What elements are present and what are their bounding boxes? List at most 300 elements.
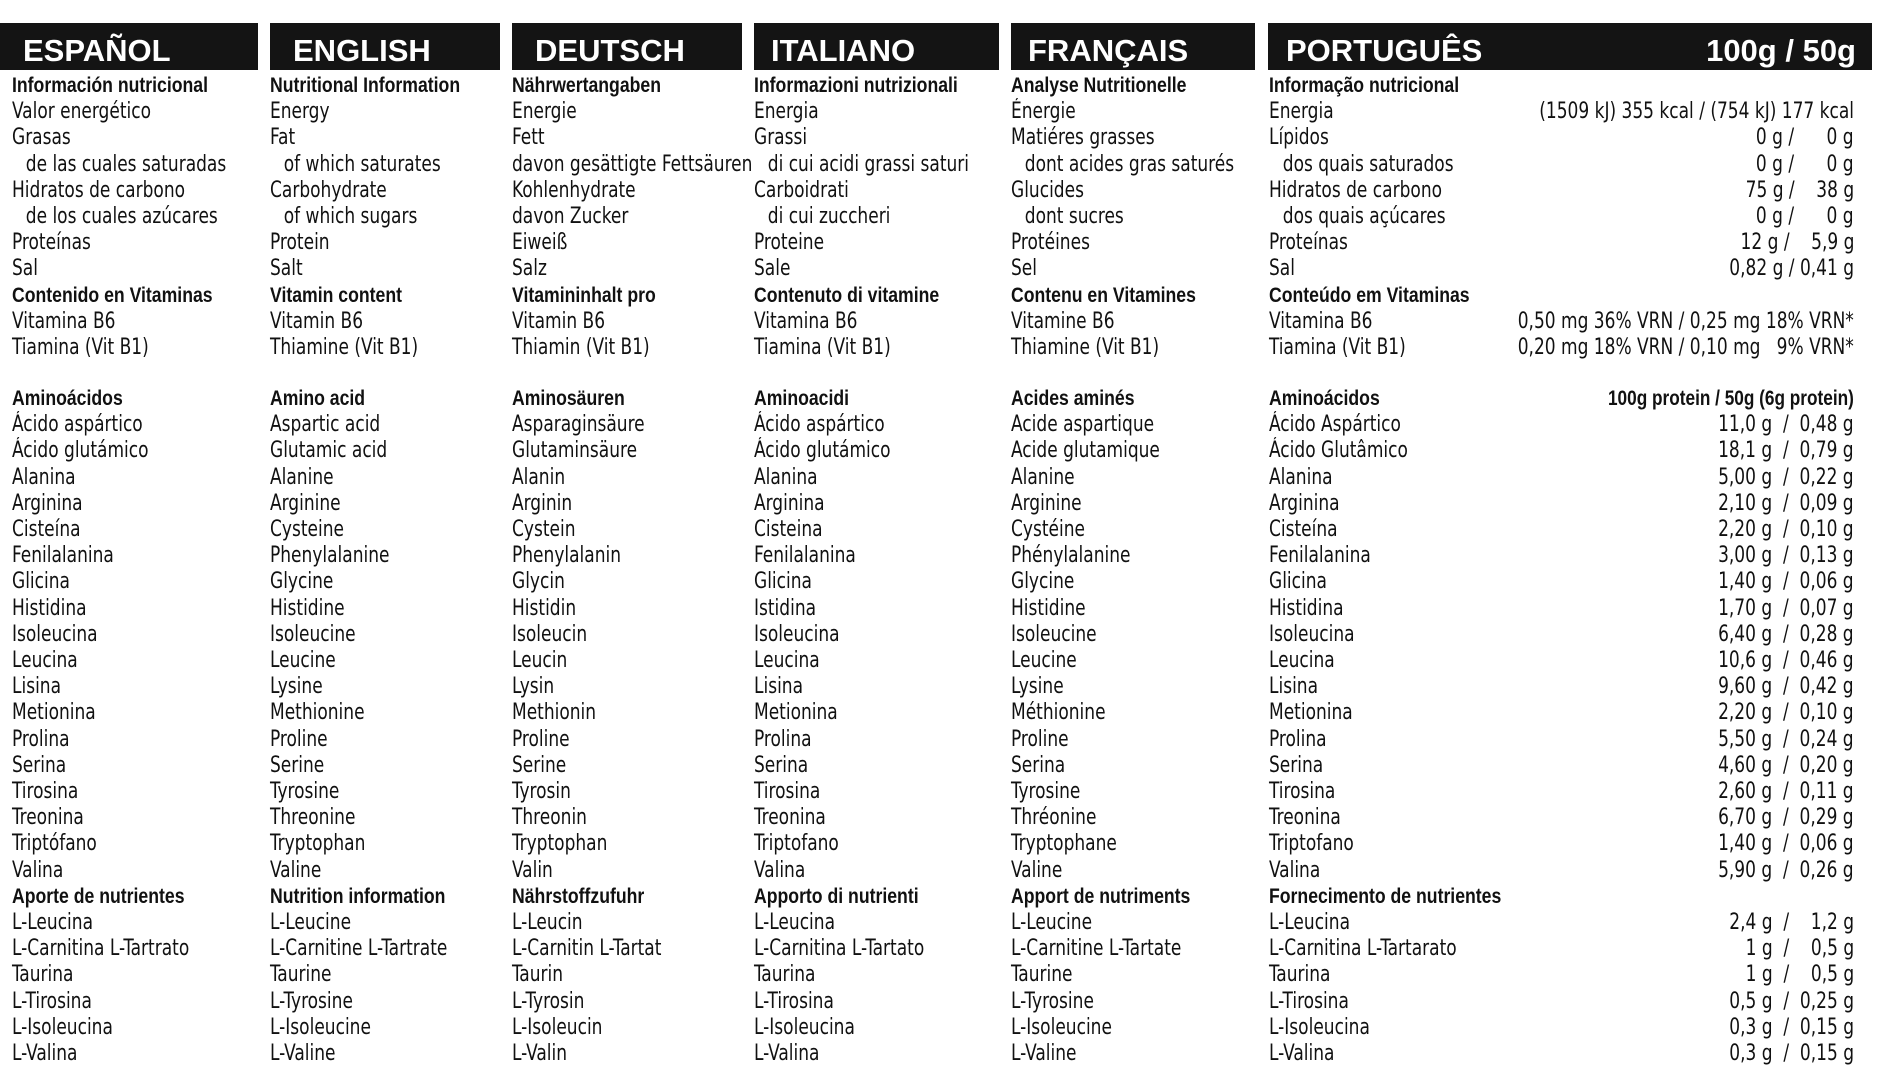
row-de-lysin [512, 674, 742, 700]
row-de-histidin [512, 596, 742, 622]
row-label: L-Isoleucina [754, 1014, 855, 1040]
column-header-es: ESPAÑOL [0, 23, 258, 70]
row-label: Fenilalanina [754, 543, 856, 569]
column-it [754, 23, 999, 1067]
row-label: Metionina [12, 700, 96, 726]
row-label: dos quais açúcares [1282, 204, 1446, 229]
row-value: 6,70 g / 0,29 g [1718, 805, 1854, 831]
row-es-arginina [12, 491, 258, 517]
row-en-glutamic-acid [270, 438, 500, 464]
row-label: Cisteína [12, 517, 81, 543]
row-en-lysine [270, 674, 500, 700]
row-label: Vitamin B6 [512, 308, 606, 334]
row-pt-glicina [1269, 569, 1872, 595]
row-de-serine [512, 753, 742, 779]
row-es-serina [12, 753, 258, 779]
row-label: Serine [512, 752, 567, 778]
row-de-threonin [512, 805, 742, 831]
row-pt-prolina [1269, 727, 1872, 753]
row-label: Analyse Nutritionelle [1011, 74, 1187, 97]
row-es-l-tirosina [12, 989, 258, 1015]
row-es-prolina [12, 727, 258, 753]
row-it-energia [754, 99, 999, 125]
row-label: dont sucres [1024, 204, 1124, 229]
row-es-tirosina [12, 779, 258, 805]
row-pt-lipidos [1269, 125, 1872, 151]
row-it-taurina [754, 962, 999, 988]
row-en-serine [270, 753, 500, 779]
row-fr-cysteine [1011, 517, 1255, 543]
row-es-l-valina [12, 1041, 258, 1067]
row-value: (1509 kJ) 355 kcal / (754 kJ) 177 kcal [1539, 99, 1854, 125]
section-title-pt-aminoacidos [1269, 386, 1872, 412]
row-pt-cisteina [1269, 517, 1872, 543]
row-it-carboidrati [754, 178, 999, 204]
column-pt [1268, 23, 1872, 1067]
row-label: L-Valine [1011, 1041, 1077, 1067]
section-title-fr-apport-de-nutriments [1011, 884, 1255, 910]
row-label: Informazioni nutrizionali [754, 74, 958, 97]
row-fr-lysine [1011, 674, 1255, 700]
row-label: Protéines [1011, 230, 1090, 256]
row-label: Cystein [512, 517, 576, 543]
row-label: Glicina [754, 569, 812, 595]
row-value: 3,00 g / 0,13 g [1718, 543, 1854, 569]
row-label: Isoleucin [512, 621, 588, 647]
row-es-acido-glutamico [12, 438, 258, 464]
row-fr-sel [1011, 256, 1255, 282]
row-pt-hidratos-de-carbono [1269, 178, 1872, 204]
row-label: Vitamina B6 [1269, 308, 1373, 334]
row-fr-arginine [1011, 491, 1255, 517]
row-label: Glycin [512, 569, 565, 595]
row-es-hidratos-de-carbono [12, 178, 258, 204]
row-pt-proteinas [1269, 230, 1872, 256]
row-label: Arginina [1269, 490, 1340, 516]
row-value: 0,50 mg 36% VRN / 0,25 mg 18% VRN* [1517, 308, 1854, 334]
row-value: 2,10 g / 0,09 g [1718, 490, 1854, 516]
row-fr-l-valine [1011, 1041, 1255, 1067]
row-label: Triptofano [1269, 831, 1354, 857]
row-label: Carboidrati [754, 177, 849, 203]
row-label: Kohlenhydrate [512, 177, 636, 203]
row-label: Phenylalanin [512, 543, 622, 569]
row-label: Vitamina B6 [12, 308, 116, 334]
row-pt-energia [1269, 99, 1872, 125]
row-label: Triptofano [754, 831, 839, 857]
row-label: Histidine [270, 595, 345, 621]
row-label: L-Leucina [1269, 910, 1351, 936]
row-label: Arginin [512, 490, 573, 516]
row-it-acido-aspartico [754, 412, 999, 438]
row-pt-leucina [1269, 648, 1872, 674]
row-value: 11,0 g / 0,48 g [1718, 412, 1854, 438]
row-label: Tryptophan [512, 831, 608, 857]
row-label: Tryptophan [270, 831, 366, 857]
row-label: Nutrition information [270, 884, 446, 908]
row-es-grasas [12, 125, 258, 151]
row-label: L-Isoleucina [12, 1014, 113, 1040]
row-label: L-Isoleucine [1011, 1014, 1112, 1040]
section-title-de-nahrwertangaben [512, 73, 742, 99]
row-fr-alanine [1011, 465, 1255, 491]
row-fr-acide-aspartique [1011, 412, 1255, 438]
row-pt-fenilalanina [1269, 543, 1872, 569]
row-label: Sale [754, 256, 791, 282]
row-pt-dos-quais-saturados [1269, 152, 1872, 178]
row-label: Glucides [1011, 177, 1084, 203]
row-de-valin [512, 858, 742, 884]
row-label: Méthionine [1011, 700, 1106, 726]
row-value: 2,20 g / 0,10 g [1718, 700, 1854, 726]
row-label: Contenido en Vitaminas [12, 283, 213, 307]
row-it-glicina [754, 569, 999, 595]
row-label: L-Leucina [754, 910, 836, 936]
row-it-l-valina [754, 1041, 999, 1067]
row-label: L-Tyrosine [270, 988, 353, 1014]
row-value: 0,5 g / 0,25 g [1729, 988, 1854, 1014]
section-title-es-aporte-de-nutrientes [12, 884, 258, 910]
row-it-treonina [754, 805, 999, 831]
row-en-phenylalanine [270, 543, 500, 569]
row-value: 6,40 g / 0,28 g [1718, 621, 1854, 647]
row-de-tryptophan [512, 831, 742, 857]
row-en-carbohydrate [270, 178, 500, 204]
row-en-tryptophan [270, 831, 500, 857]
row-label: Isoleucina [754, 621, 840, 647]
row-label: davon gesättigte Fettsäuren [512, 151, 753, 177]
row-label: Arginine [1011, 490, 1082, 516]
row-label: Eiweiß [512, 230, 568, 256]
row-en-valine [270, 858, 500, 884]
row-label: Leucina [754, 648, 820, 674]
row-de-taurin [512, 962, 742, 988]
row-label: de las cuales saturadas [25, 151, 227, 177]
row-it-l-tirosina [754, 989, 999, 1015]
row-label: Serina [1269, 752, 1324, 778]
row-fr-l-carnitine-l-tartate [1011, 936, 1255, 962]
row-pt-histidina [1269, 596, 1872, 622]
row-label: Energie [512, 99, 577, 125]
row-label: Vitamininhalt pro [512, 283, 656, 307]
column-header-it: ITALIANO [754, 23, 999, 70]
row-es-proteinas [12, 230, 258, 256]
row-pt-serina [1269, 753, 1872, 779]
row-label: Sal [1269, 256, 1295, 282]
row-label: Serina [754, 752, 809, 778]
row-label: L-Tirosina [12, 988, 92, 1014]
row-label: Histidina [1269, 595, 1344, 621]
row-en-arginine [270, 491, 500, 517]
row-label: Apport de nutriments [1011, 884, 1191, 908]
row-label: Arginine [270, 490, 341, 516]
row-label: Lysin [512, 674, 555, 700]
row-label: Valin [512, 857, 553, 883]
row-label: Proteine [754, 230, 825, 256]
row-pt-arginina [1269, 491, 1872, 517]
row-label: Lisina [12, 674, 62, 700]
row-es-l-carnitina-l-tartrato [12, 936, 258, 962]
row-value: 75 g / 38 g [1745, 177, 1854, 203]
serving-size-header: 100g / 50g [1706, 33, 1856, 68]
column-header-pt: PORTUGUÊS 100g / 50g [1268, 23, 1872, 70]
row-label: Ácido Glutâmico [1269, 438, 1408, 464]
row-label: Valina [754, 857, 806, 883]
row-label: Vitamine B6 [1011, 308, 1115, 334]
row-en-glycine [270, 569, 500, 595]
row-de-phenylalanin [512, 543, 742, 569]
row-it-tiamina-vit-b1 [754, 335, 999, 361]
row-label: Serina [1011, 752, 1066, 778]
row-fr-taurine [1011, 962, 1255, 988]
row-label: Cysteine [270, 517, 344, 543]
row-pt-l-leucina [1269, 910, 1872, 936]
row-fr-proline [1011, 727, 1255, 753]
row-es-cisteina [12, 517, 258, 543]
row-pt-isoleucina [1269, 622, 1872, 648]
row-label: L-Carnitine L-Tartate [1011, 936, 1182, 962]
row-de-salz [512, 256, 742, 282]
row-pt-treonina [1269, 805, 1872, 831]
row-label: Lípidos [1269, 125, 1329, 151]
row-value: 5,00 g / 0,22 g [1718, 464, 1854, 490]
row-label: Sal [12, 256, 38, 282]
column-fr [1011, 23, 1255, 1067]
row-en-tyrosine [270, 779, 500, 805]
row-label: Lisina [1269, 674, 1319, 700]
row-pt-lisina [1269, 674, 1872, 700]
row-pt-acido-aspartico [1269, 412, 1872, 438]
row-fr-isoleucine [1011, 622, 1255, 648]
row-value: 18,1 g / 0,79 g [1718, 438, 1854, 464]
row-label: Sel [1011, 256, 1038, 282]
row-it-prolina [754, 727, 999, 753]
row-label: Tirosina [754, 779, 821, 805]
row-en-histidine [270, 596, 500, 622]
row-es-lisina [12, 674, 258, 700]
section-title-en-nutrition-information [270, 884, 500, 910]
section-title-it-apporto-di-nutrienti [754, 884, 999, 910]
row-pt-sal [1269, 256, 1872, 282]
row-en-thiamine-vit-b1 [270, 335, 500, 361]
row-label: Energy [270, 99, 330, 125]
row-label: Glutaminsäure [512, 438, 638, 464]
row-label: Histidin [512, 595, 577, 621]
row-fr-proteines [1011, 230, 1255, 256]
row-value: 0,3 g / 0,15 g [1729, 1041, 1854, 1067]
row-value: 0,20 mg 18% VRN / 0,10 mg 9% VRN* [1517, 335, 1854, 360]
row-en-energy [270, 99, 500, 125]
row-it-acido-glutamico [754, 438, 999, 464]
row-label: Vitamin B6 [270, 308, 364, 334]
row-pt-dos-quais-acucares [1269, 204, 1872, 230]
column-header-de: DEUTSCH [512, 23, 742, 70]
row-es-alanina [12, 465, 258, 491]
row-de-kohlenhydrate [512, 178, 742, 204]
row-label: Contenuto di vitamine [754, 283, 940, 307]
row-label: L-Isoleucin [512, 1014, 603, 1040]
row-label: Fenilalanina [1269, 543, 1371, 569]
row-value: 2,4 g / 1,2 g [1729, 910, 1854, 936]
row-label: Hidratos de carbono [1269, 177, 1443, 203]
row-en-alanine [270, 465, 500, 491]
row-fr-serina [1011, 753, 1255, 779]
row-label: Serine [270, 752, 325, 778]
row-label: Tyrosine [270, 779, 340, 805]
row-it-sale [754, 256, 999, 282]
row-it-triptofano [754, 831, 999, 857]
row-fr-tryptophane [1011, 831, 1255, 857]
row-label: Ácido aspártico [12, 412, 143, 438]
row-label: Hidratos de carbono [12, 177, 186, 203]
section-title-de-aminosauren [512, 386, 742, 412]
row-pt-valina [1269, 858, 1872, 884]
row-label: Valine [270, 857, 322, 883]
section-title-es-contenido-en-vitaminas [12, 283, 258, 309]
row-label: Taurin [512, 962, 563, 988]
section-title-it-aminoacidi [754, 386, 999, 412]
row-label: Informação nutricional [1269, 74, 1460, 97]
row-fr-matieres-grasses [1011, 125, 1255, 151]
row-en-leucine [270, 648, 500, 674]
row-en-l-carnitine-l-tartrate [270, 936, 500, 962]
row-label: Acides aminés [1011, 387, 1135, 411]
row-fr-histidine [1011, 596, 1255, 622]
row-label: Glicina [12, 569, 70, 595]
row-label: Prolina [754, 726, 812, 752]
section-title-fr-analyse-nutritionelle [1011, 73, 1255, 99]
row-es-histidina [12, 596, 258, 622]
row-label: L-Leucine [1011, 910, 1093, 936]
row-it-lisina [754, 674, 999, 700]
row-en-isoleucine [270, 622, 500, 648]
row-value: 2,20 g / 0,10 g [1718, 517, 1854, 543]
row-de-arginin [512, 491, 742, 517]
row-value: 0 g / 0 g [1756, 151, 1854, 177]
row-pt-l-isoleucina [1269, 1015, 1872, 1041]
row-pt-taurina [1269, 962, 1872, 988]
column-en [270, 23, 500, 1067]
row-label: Methionin [512, 700, 597, 726]
row-label: L-Tyrosine [1011, 988, 1094, 1014]
row-label: Taurina [1269, 962, 1331, 988]
row-label: Cystéine [1011, 517, 1085, 543]
row-label: L-Leucine [270, 910, 352, 936]
row-de-glutaminsaure [512, 438, 742, 464]
row-de-methionin [512, 700, 742, 726]
row-fr-l-isoleucine [1011, 1015, 1255, 1041]
row-value: 1 g / 0,5 g [1745, 936, 1854, 962]
row-label: Ácido glutámico [12, 438, 149, 464]
row-it-fenilalanina [754, 543, 999, 569]
row-en-methionine [270, 700, 500, 726]
row-de-tyrosin [512, 779, 742, 805]
section-title-pt-fornecimento-de-nutrientes [1269, 884, 1872, 910]
row-de-davon-gesattigte-fettsauren [512, 151, 753, 178]
row-en-protein [270, 230, 500, 256]
row-label: Valor energético [12, 99, 152, 125]
row-label: Énergie [1011, 99, 1076, 125]
row-label: L-Valine [270, 1041, 336, 1067]
column-header-en: ENGLISH [270, 23, 500, 70]
row-value: 1,70 g / 0,07 g [1718, 595, 1854, 621]
row-pt-l-carnitina-l-tartarato [1269, 936, 1872, 962]
row-label: Amino acid [270, 387, 366, 411]
row-label: Fenilalanina [12, 543, 114, 569]
row-en-l-isoleucine [270, 1015, 500, 1041]
row-label: L-Valina [1269, 1041, 1335, 1067]
row-de-fett [512, 125, 742, 151]
row-de-l-isoleucin [512, 1015, 742, 1041]
section-title-en-vitamin-content [270, 283, 500, 309]
section-title-pt-informacao-nutricional [1269, 73, 1872, 99]
row-label: Lisina [754, 674, 804, 700]
row-fr-l-tyrosine [1011, 989, 1255, 1015]
row-pt-acido-glutamico [1269, 438, 1872, 464]
row-label: L-Tirosina [1269, 988, 1349, 1014]
row-label: Aporte de nutrientes [12, 884, 185, 908]
row-en-aspartic-acid [270, 412, 500, 438]
row-label: Leucina [1269, 648, 1335, 674]
row-label: Ácido aspártico [754, 412, 885, 438]
row-value: 1,40 g / 0,06 g [1718, 569, 1854, 595]
row-label: Glicina [1269, 569, 1327, 595]
row-label: Apporto di nutrienti [754, 884, 919, 908]
row-label: Phénylalanine [1011, 543, 1131, 569]
row-label: Thiamine (Vit B1) [270, 335, 419, 360]
row-es-fenilalanina [12, 543, 258, 569]
section-title-it-informazioni-nutrizionali [754, 73, 999, 99]
row-es-glicina [12, 569, 258, 595]
row-es-tiamina-vit-b1 [12, 335, 258, 361]
row-label: Vitamin content [270, 283, 402, 307]
row-fr-glucides [1011, 178, 1255, 204]
row-pt-vitamina-b6 [1269, 309, 1872, 335]
row-en-cysteine [270, 517, 500, 543]
row-label: Salt [270, 256, 303, 282]
row-label: Matiéres grasses [1011, 125, 1155, 151]
row-es-sal [12, 256, 258, 282]
row-es-de-los-cuales-azucares [12, 204, 258, 230]
row-label: Arginina [12, 490, 83, 516]
row-value: 0 g / 0 g [1756, 204, 1854, 229]
row-es-treonina [12, 805, 258, 831]
row-label: L-Isoleucine [270, 1014, 371, 1040]
row-label: Cisteina [754, 517, 823, 543]
row-label: Energia [754, 99, 819, 125]
row-label: Acide glutamique [1011, 438, 1160, 464]
row-label: Tiamina (Vit B1) [1269, 335, 1406, 360]
row-it-leucina [754, 648, 999, 674]
row-label: Metionina [1269, 700, 1353, 726]
row-it-alanina [754, 465, 999, 491]
row-label: L-Carnitina L-Tartarato [1269, 936, 1457, 962]
row-label: Histidine [1011, 595, 1086, 621]
row-label: L-Valina [12, 1041, 78, 1067]
row-label: Lysine [1011, 674, 1064, 700]
row-es-leucina [12, 648, 258, 674]
row-en-vitamin-b6 [270, 309, 500, 335]
row-it-serina [754, 753, 999, 779]
row-label: Tyrosin [512, 779, 571, 805]
row-label: of which saturates [283, 151, 441, 177]
row-de-glycin [512, 569, 742, 595]
row-value: 0,3 g / 0,15 g [1729, 1014, 1854, 1040]
amino-column-header: 100g protein / 50g (6g protein) [1608, 387, 1854, 411]
row-label: Tiamina (Vit B1) [754, 335, 891, 360]
row-label: davon Zucker [512, 204, 629, 229]
row-label: de los cuales azúcares [25, 204, 218, 229]
